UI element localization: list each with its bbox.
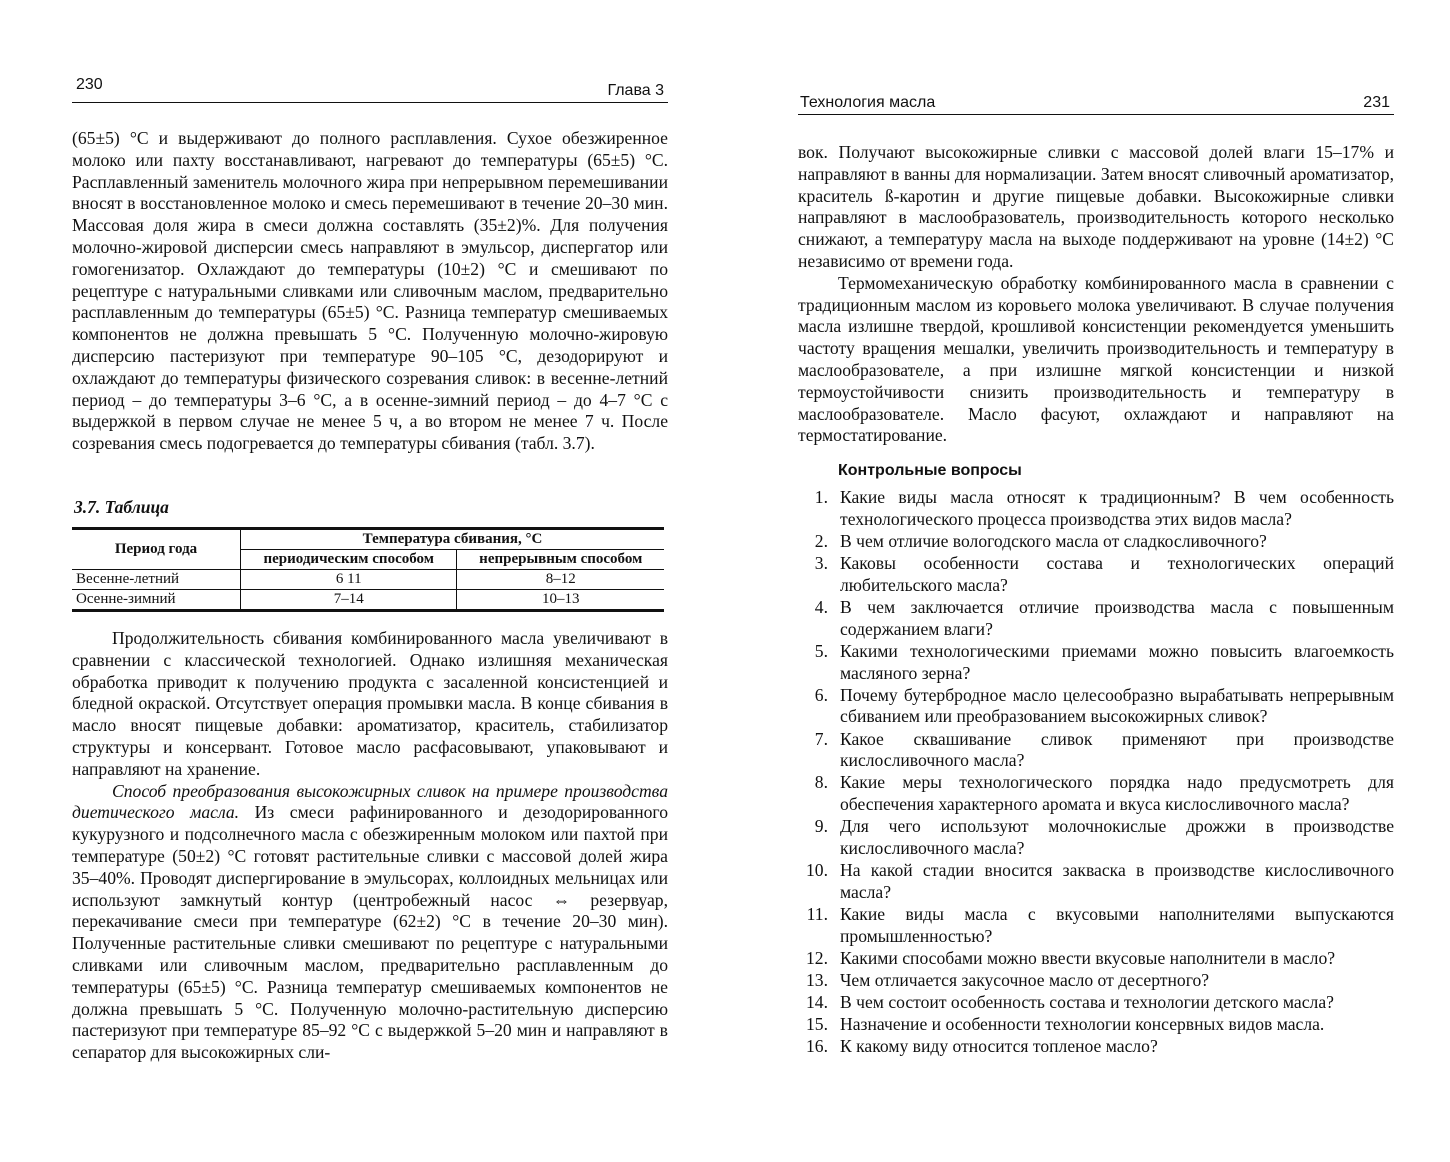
question-number: 2. — [814, 530, 828, 551]
question-text: К какому виду относится топленое масло? — [840, 1036, 1158, 1057]
question-text: В чем состоит особенность состава и технологии детского масла? — [840, 992, 1334, 1013]
left-paragraph-2 — [72, 628, 668, 1064]
question-text: Каковы особенности состава и технологических операций любительского масла? — [840, 552, 1394, 595]
question-number: 4. — [814, 596, 828, 617]
right-page-header — [798, 88, 1394, 115]
table-cell-periodic: 6 11 — [241, 570, 457, 590]
table-row — [72, 570, 664, 590]
table-cell-period: Весенне-летний — [72, 570, 241, 590]
question-text: Какие меры технологического порядка надо предусмотреть для обеспечения характерного аромата и вкуса кислосливочного масла? — [840, 772, 1394, 815]
question-item — [798, 1036, 1394, 1058]
table-row — [72, 590, 664, 611]
questions-list — [798, 487, 1394, 1058]
table-cell-continuous: 10–13 — [457, 590, 664, 611]
col-header-period: Период года — [72, 529, 241, 570]
question-number: 14. — [806, 992, 828, 1013]
table-cell-periodic: 7–14 — [241, 590, 457, 611]
table-cell-continuous: 8–12 — [457, 570, 664, 590]
question-number: 11. — [806, 904, 828, 925]
chapter-title: Глава 3 — [607, 82, 664, 99]
question-number: 6. — [814, 684, 828, 705]
question-text: Какое сквашивание сливок применяют при производстве кислосливочного масла? — [840, 728, 1394, 771]
table-cell-period: Осенне-зимний — [72, 590, 241, 611]
question-number: 13. — [806, 970, 828, 991]
question-text: Какими способами можно ввести вкусовые наполнители в масло? — [840, 948, 1336, 968]
col-header-periodic: периодическим способом — [241, 550, 457, 570]
question-text: На какой стадии вносится закваска в производстве кислосливочного масла? — [840, 860, 1394, 903]
question-text: Какими технологическими приемами можно повысить влагоемкость масляного зерна? — [840, 640, 1394, 683]
question-item — [798, 816, 1394, 860]
question-number: 10. — [806, 860, 828, 881]
question-number: 1. — [814, 487, 828, 507]
question-item — [798, 729, 1394, 773]
table-caption: 3.7. Таблица — [74, 497, 169, 517]
question-number: 7. — [814, 728, 828, 749]
paragraph-text: Продолжительность сбивания комбинированного масла увеличивают в сравнении с классической технологией. Однако излишняя механическая обработка приводит к получению продукта с засаленной консистенцией и бледной окраской. Отсутствует операция промывки масла. В конце сбивания в масло вносят пищевые добавки: ароматизатор, краситель, стабилизатор структуры и консервант. Готовое масло расфасовывают, упаковывают и направляют на хранение. — [72, 628, 668, 779]
question-item — [798, 553, 1394, 597]
question-item — [798, 641, 1394, 685]
question-text: Назначение и особенности технологии консервных видов масла. — [840, 1014, 1325, 1035]
question-item — [798, 948, 1394, 970]
question-item — [798, 904, 1394, 948]
question-item — [798, 597, 1394, 641]
question-number: 9. — [814, 816, 828, 837]
question-number: 16. — [806, 1036, 828, 1057]
question-item — [798, 992, 1394, 1014]
question-item — [798, 860, 1394, 904]
method-text: Из смеси рафинированного и дезодорированного кукурузного и подсолнечного масла с обезжиренным молоком или пахтой при температуре (50±2) °С готовят растительные сливки с массовой долей жира 35–40%. Проводят диспергирование в эмульсорах, коллоидных мельницах или используют замкнутый контур (центробежный насос ⇔ резервуар, перекачивание смеси при температуре (62±2) °С в течение 20–30 мин). Полученные растительные сливки смешивают по рецептуре с натуральными сливками или сливочным маслом, предварительно расплавленным до температуры (65±5) °С. Разница температур смешиваемых компонентов не должна превышать 5 °С. Полученную молочно-растительную дисперсию пастеризуют при температуре 85–92 °С с выдержкой 5–20 мин и направляют в сепаратор для высокожирных сли- — [72, 802, 668, 1063]
question-item — [798, 970, 1394, 992]
page-number: 231 — [1363, 94, 1390, 111]
question-item — [798, 531, 1394, 553]
question-number: 3. — [814, 552, 828, 573]
paragraph-text: вок. Получают высокожирные сливки с массовой долей влаги 15–17% и направляют в ванны для нормализации. Затем вносят сливочный ароматизатор, краситель ß-каротин и другие пищевые добавки. Высокожирные сливки направляют в маслообразователь, производительность которого несколько снижают, а температуру масла на выходе поддерживают на уровне (14±2) °С независимо от времени года. — [798, 142, 1394, 271]
col-header-continuous: непрерывным способом — [457, 550, 664, 570]
question-item — [798, 772, 1394, 816]
question-text: Для чего используют молочнокислые дрожжи в производстве кислосливочного масла? — [840, 816, 1394, 859]
paragraph-text: (65±5) °С и выдерживают до полного расплавления. Сухое обезжиренное молоко или пахту восстанавливают, нагревают до температуры (65±5) °С. Расплавленный заменитель молочного жира при непрерывном перемешивании вносят в восстановленное молоко и смесь перемешивают в течение 20–30 мин. Массовая доля жира в смеси должна составлять (35±2)%. Для получения молочно-жировой дисперсии смесь направляют в эмульсор, диспергатор или гомогенизатор. Охлаждают до температуры (10±2) °С и смешивают по рецептуре с натуральными сливками или сливочным маслом, предварительно расплавленным до температуры (65±5) °С. Разница температур смешиваемых компонентов не должна превышать 5 °С. Полученную молочно-жировую дисперсию пастеризуют при температуре 90–105 °С, дезодорируют и охлаждают до температуры физического созревания сливок: в весенне-летний период – до температуры 3–6 °С, а в осенне-зимний период – до 4–7 °С с выдержкой в первом случае не менее 5 ч, а во втором не менее 7 ч. После созревания смесь подогревается до температуры сбивания (табл. 3.7). — [72, 128, 668, 454]
question-text: В чем заключается отличие производства масла с повышенным содержанием влаги? — [840, 596, 1394, 639]
question-text: Почему бутербродное масло целесообразно вырабатывать непрерывным сбиванием или преобразованием высокожирных сливок? — [840, 684, 1394, 727]
question-item — [798, 685, 1394, 729]
right-paragraphs — [798, 142, 1394, 447]
question-item — [798, 487, 1394, 531]
method-title: Способ преобразования высокожирных сливок на примере производства диетического масла. — [72, 780, 668, 823]
question-text: Какие виды масла с вкусовыми наполнителями выпускаются промышленностью? — [840, 904, 1394, 946]
question-text: В чем отличие вологодского масла от сладкосливочного? — [840, 530, 1267, 551]
question-item — [798, 1014, 1394, 1036]
question-number: 15. — [806, 1014, 828, 1035]
questions-title: Контрольные вопросы — [838, 462, 1022, 479]
running-title: Технология масла — [800, 94, 936, 111]
question-number: 12. — [806, 948, 828, 968]
left-page-header — [72, 76, 668, 103]
paragraph-text: Термомеханическую обработку комбинированного масла в сравнении с традиционным маслом из коровьего молока увеличивают. В случае получения масла излишне твердой, крошливой консистенции рекомендуется уменьшить частоту вращения мешалки, увеличить производительность и температуру в маслообразователе, а при излишне мягкой консистенции и низкой термоустойчивости снизить производительность и температуру в маслообразователе. Масло фасуют, охлаждают и направляют на термостатирование. — [798, 272, 1394, 446]
question-text: Чем отличается закусочное масло от десертного? — [840, 970, 1210, 991]
page-number: 230 — [76, 76, 103, 93]
paragraph-method — [72, 781, 668, 1064]
churning-temperature-table — [72, 527, 664, 612]
question-number: 5. — [814, 640, 828, 661]
col-header-temperature: Температура сбивания, °С — [241, 529, 665, 550]
question-text: Какие виды масла относят к традиционным? В чем особенность технологического процесса производства этих видов масла? — [840, 487, 1394, 529]
left-paragraph-1 — [72, 128, 668, 455]
question-number: 8. — [814, 772, 828, 793]
